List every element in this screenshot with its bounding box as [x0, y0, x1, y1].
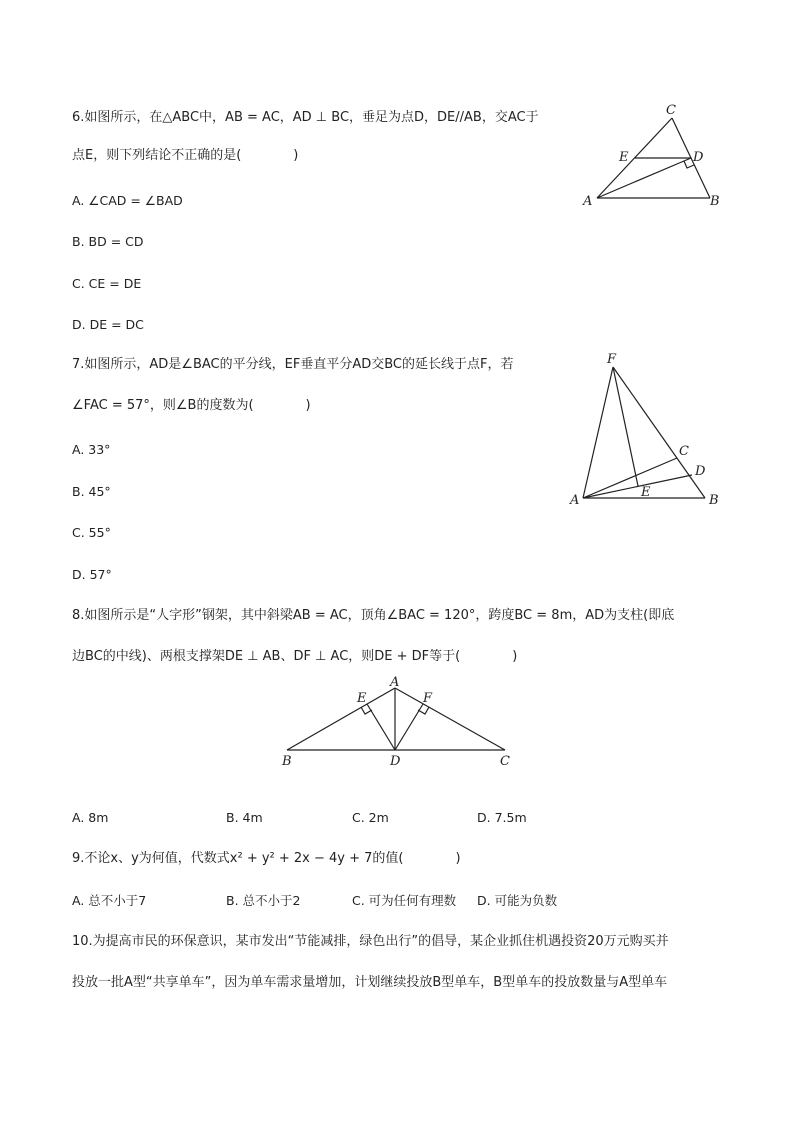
q7-option-d: D. 57° [72, 567, 112, 582]
q8-label-e: E [357, 691, 367, 706]
q6-label-e: E [619, 150, 629, 165]
q10-stem-line2: 投放一批A型“共享单车”，因为单车需求量增加，计划继续投放B型单车，B型单车的投放数量与A型单车 [72, 975, 668, 990]
q8-option-d: D. 7.5m [477, 810, 527, 825]
q6-segment-ad [597, 158, 691, 198]
q7-option-a: A. 33° [72, 442, 111, 457]
q9-option-c: C. 可为任何有理数 [352, 893, 457, 908]
q8-right-angle-mark-f [418, 707, 429, 714]
q8-label-f: F [423, 691, 433, 706]
q6-label-a: A [583, 194, 593, 209]
q7-label-f: F [607, 352, 617, 367]
q7-option-b: B. 45° [72, 484, 111, 499]
q8-segment-ac [395, 688, 505, 750]
q9-option-b: B. 总不小于2 [226, 893, 301, 908]
q9-option-d: D. 可能为负数 [477, 893, 558, 908]
q8-label-d: D [390, 754, 401, 769]
q8-label-a: A [390, 675, 400, 690]
q8-segment-ab [287, 688, 395, 750]
q8-figure [275, 672, 525, 772]
q8-stem-line2: 边BC的中线)、两根支撑架DE ⊥ AB、DF ⊥ AC，则DE + DF等于( ) [72, 649, 518, 664]
q7-label-b: B [709, 493, 719, 508]
q8-right-angle-mark-e [361, 707, 372, 714]
q7-label-c: C [679, 444, 689, 459]
q7-label-e: E [641, 485, 651, 500]
q7-option-c: C. 55° [72, 525, 111, 540]
q6-stem-line1: 6.如图所示，在△ABC中，AB = AC，AD ⊥ BC，垂足为点D，DE//AB，交AC于 [72, 110, 539, 125]
q6-option-b: B. BD = CD [72, 234, 144, 249]
q6-option-a: A. ∠CAD = ∠BAD [72, 193, 183, 208]
q7-segment-ad [583, 475, 692, 498]
q7-label-d: D [695, 464, 706, 479]
q8-label-b: B [282, 754, 292, 769]
q7-stem-line2: ∠FAC = 57°，则∠B的度数为( ) [72, 398, 311, 413]
q9-stem: 9.不论x、y为何值，代数式x² + y² + 2x − 4y + 7的值( ) [72, 851, 461, 866]
q7-stem-line1: 7.如图所示，AD是∠BAC的平分线，EF垂直平分AD交BC的延长线于点F，若 [72, 357, 514, 372]
q6-label-b: B [710, 194, 720, 209]
q6-option-d: D. DE = DC [72, 317, 144, 332]
q8-label-c: C [500, 754, 510, 769]
q8-option-c: C. 2m [352, 810, 389, 825]
q7-label-a: A [570, 493, 580, 508]
q8-option-b: B. 4m [226, 810, 263, 825]
q8-stem-line1: 8.如图所示是“人字形”钢架，其中斜梁AB = AC，顶角∠BAC = 120°，跨度BC = 8m，AD为支柱(即底 [72, 608, 675, 623]
q10-stem-line1: 10.为提高市民的环保意识，某市发出“节能减排，绿色出行”的倡导，某企业抓住机遇投资20万元购买并 [72, 934, 669, 949]
q6-option-c: C. CE = DE [72, 276, 142, 291]
q6-figure [575, 98, 735, 213]
q7-segment-af [583, 367, 613, 498]
q9-option-a: A. 总不小于7 [72, 893, 147, 908]
q6-label-c: C [666, 103, 676, 118]
q7-segment-ac [583, 458, 677, 498]
q8-option-a: A. 8m [72, 810, 109, 825]
q6-stem-line2: 点E，则下列结论不正确的是( ) [72, 148, 299, 163]
q6-label-d: D [693, 150, 704, 165]
q7-figure [565, 345, 735, 515]
